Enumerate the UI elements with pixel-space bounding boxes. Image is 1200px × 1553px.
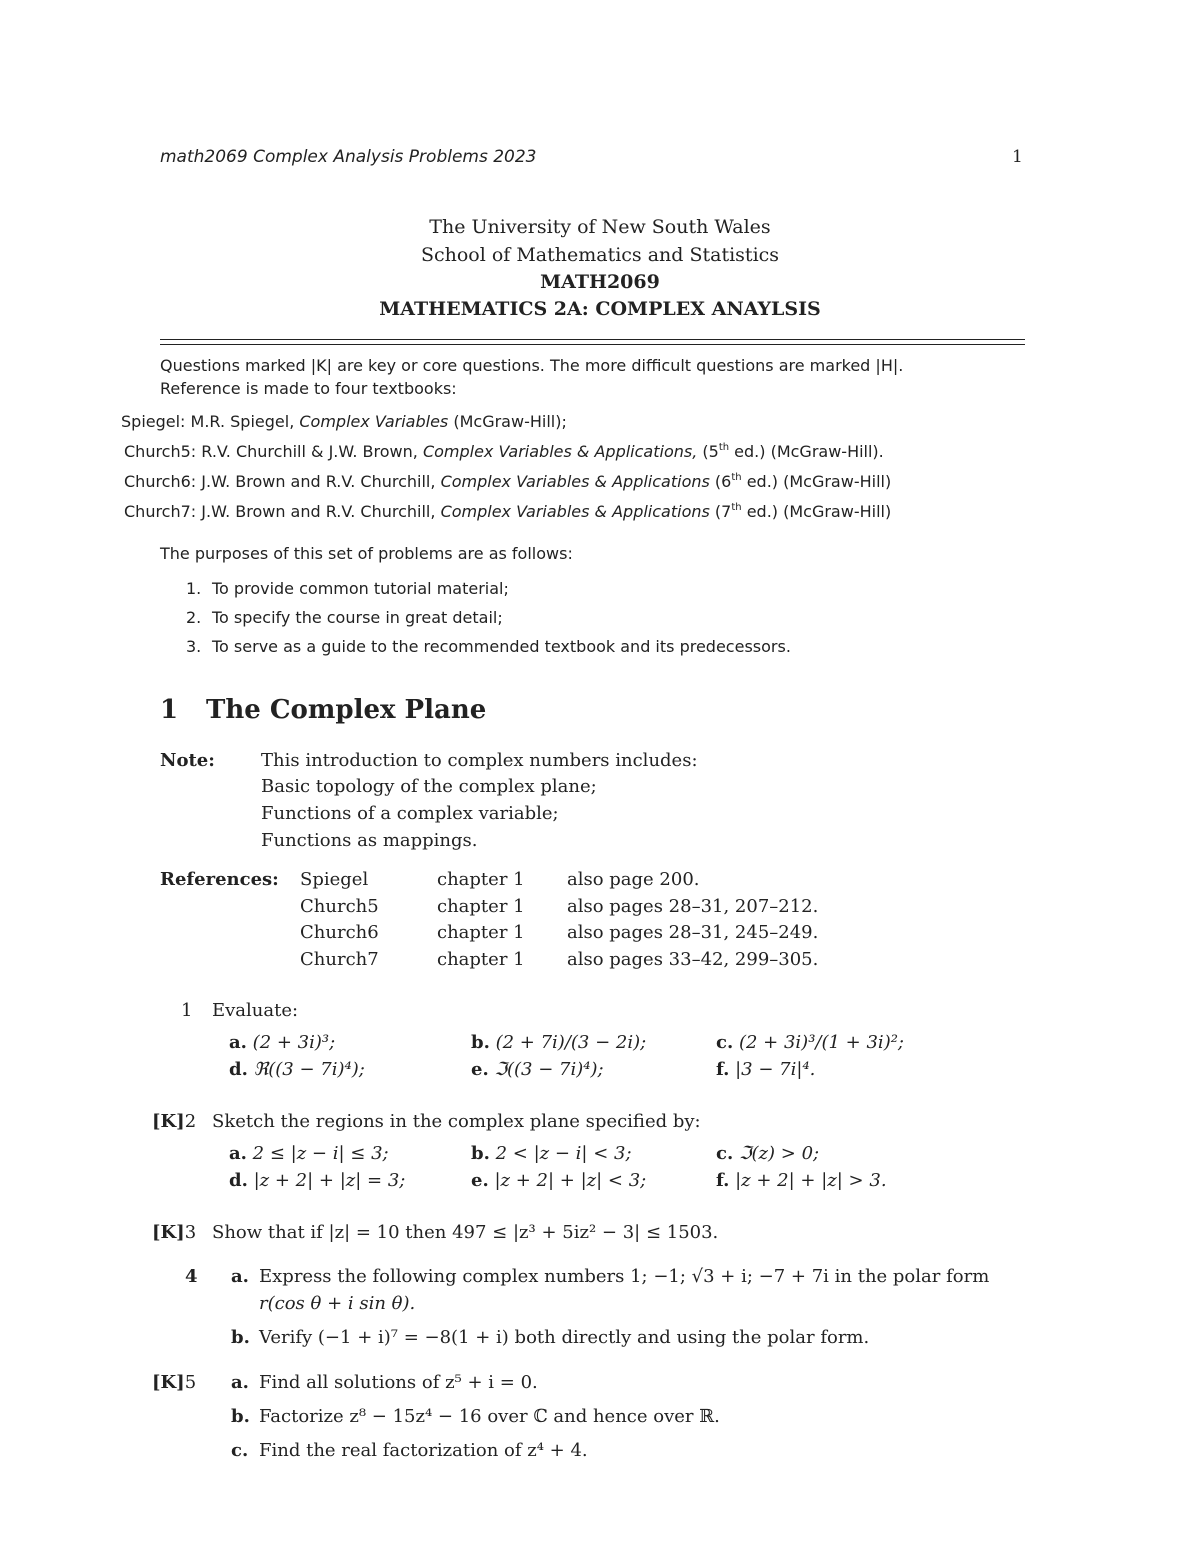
- problem-part: c. ℑ(z) > 0;: [716, 1143, 820, 1164]
- textbook-edition: (McGraw-Hill);: [453, 412, 567, 431]
- note-line: Functions as mappings.: [261, 830, 478, 851]
- section-title: The Complex Plane: [206, 695, 487, 725]
- textbook-row: [124, 472, 891, 491]
- textbook-key: Church7:: [124, 502, 197, 521]
- textbook-key: Church5:: [124, 442, 197, 461]
- problem-part-text: Factorize z⁸ − 15z⁴ − 16 over ℂ and hence over ℝ.: [259, 1406, 720, 1427]
- problem-tag: [K]2: [152, 1111, 197, 1132]
- title-rule-top: [160, 339, 1025, 340]
- problem-tag: [K]3: [152, 1222, 197, 1243]
- problem-part: f. |3 − 7i|⁴.: [716, 1059, 816, 1080]
- reference-chapter: chapter 1: [437, 896, 525, 917]
- reference-pages: also pages 28–31, 245–249.: [567, 922, 819, 943]
- problem-part-label: a.: [231, 1372, 249, 1393]
- reference-chapter: chapter 1: [437, 922, 525, 943]
- problem-part: d. |z + 2| + |z| = 3;: [229, 1170, 406, 1191]
- textbook-row: [121, 412, 567, 431]
- problem-part-text: Find the real factorization of z⁴ + 4.: [259, 1440, 588, 1461]
- purpose-item: To provide common tutorial material;: [212, 579, 509, 598]
- problem-tag: [K]5: [152, 1372, 197, 1393]
- intro-line-2: Reference is made to four textbooks:: [160, 379, 457, 398]
- textbook-title: Complex Variables & Applications: [440, 472, 710, 491]
- reference-chapter: chapter 1: [437, 949, 525, 970]
- note-label: Note:: [160, 750, 215, 771]
- problem-part: f. |z + 2| + |z| > 3.: [716, 1170, 887, 1191]
- textbook-authors: J.W. Brown and R.V. Churchill,: [201, 502, 436, 521]
- problem-part: d. ℜ((3 − 7i)⁴);: [229, 1059, 365, 1080]
- reference-book: Church5: [300, 896, 379, 917]
- problem-part-text: r(cos θ + i sin θ).: [259, 1293, 416, 1314]
- reference-chapter: chapter 1: [437, 869, 525, 890]
- reference-pages: also pages 33–42, 299–305.: [567, 949, 819, 970]
- problem-number: 1: [181, 1000, 193, 1021]
- reference-book: Church6: [300, 922, 379, 943]
- problem-part: b. 2 < |z − i| < 3;: [471, 1143, 632, 1164]
- problem-part-label: a.: [231, 1266, 249, 1287]
- textbook-authors: M.R. Spiegel,: [190, 412, 295, 431]
- purpose-num: 2.: [186, 608, 202, 627]
- reference-book: Church7: [300, 949, 379, 970]
- textbook-key: Spiegel:: [121, 412, 186, 431]
- reference-pages: also pages 28–31, 207–212.: [567, 896, 819, 917]
- reference-pages: also page 200.: [567, 869, 700, 890]
- problem-text: Sketch the regions in the complex plane specified by:: [212, 1111, 701, 1132]
- problem-part: a. 2 ≤ |z − i| ≤ 3;: [229, 1143, 389, 1164]
- problem-part: e. ℑ((3 − 7i)⁴);: [471, 1059, 604, 1080]
- intro-line-1: Questions marked |K| are key or core questions. The more difficult questions are marked |H|.: [160, 356, 904, 375]
- purpose-item: To serve as a guide to the recommended textbook and its predecessors.: [212, 637, 791, 656]
- textbook-row: [124, 442, 884, 461]
- textbook-key: Church6:: [124, 472, 197, 491]
- textbook-edition: (7th ed.) (McGraw-Hill): [714, 502, 892, 521]
- references-label: References:: [160, 869, 279, 890]
- problem-number: 4: [185, 1266, 198, 1287]
- textbook-title: Complex Variables & Applications: [440, 502, 710, 521]
- note-line: Basic topology of the complex plane;: [261, 776, 597, 797]
- textbook-row: [124, 502, 891, 521]
- problem-part: e. |z + 2| + |z| < 3;: [471, 1170, 647, 1191]
- purposes-lead: The purposes of this set of problems are as follows:: [160, 544, 573, 563]
- title-rule-bottom: [160, 344, 1025, 345]
- problem-part-text: Find all solutions of z⁵ + i = 0.: [259, 1372, 538, 1393]
- university-name: The University of New South Wales: [429, 216, 771, 238]
- note-line: This introduction to complex numbers includes:: [261, 750, 698, 771]
- course-code: MATH2069: [540, 271, 660, 293]
- problem-text: Evaluate:: [212, 1000, 299, 1021]
- problem-part-label: c.: [231, 1440, 249, 1461]
- textbook-title: Complex Variables & Applications,: [422, 442, 698, 461]
- note-line: Functions of a complex variable;: [261, 803, 559, 824]
- textbook-edition: (6th ed.) (McGraw-Hill): [714, 472, 892, 491]
- running-title: math2069 Complex Analysis Problems 2023: [160, 147, 537, 167]
- school-name: School of Mathematics and Statistics: [420, 244, 780, 266]
- problem-part-text: Verify (−1 + i)⁷ = −8(1 + i) both directly and using the polar form.: [259, 1327, 870, 1348]
- reference-book: Spiegel: [300, 869, 369, 890]
- problem-part-text: Express the following complex numbers 1; −1; √3 + i; −7 + 7i in the polar form: [259, 1266, 990, 1287]
- course-title: MATHEMATICS 2A: COMPLEX ANAYLSIS: [379, 298, 821, 320]
- purpose-num: 1.: [186, 579, 202, 598]
- purpose-item: To specify the course in great detail;: [212, 608, 503, 627]
- textbook-title: Complex Variables: [299, 412, 449, 431]
- textbook-edition: (5th ed.) (McGraw-Hill).: [702, 442, 884, 461]
- problem-part: c. (2 + 3i)³/(1 + 3i)²;: [716, 1032, 904, 1053]
- problem-part: a. (2 + 3i)³;: [229, 1032, 336, 1053]
- page-number: 1: [1012, 147, 1023, 167]
- textbook-authors: J.W. Brown and R.V. Churchill,: [201, 472, 436, 491]
- problem-part-label: b.: [231, 1406, 250, 1427]
- purpose-num: 3.: [186, 637, 202, 656]
- problem-part-label: b.: [231, 1327, 250, 1348]
- section-number: 1: [160, 695, 179, 725]
- problem-text: Show that if |z| = 10 then 497 ≤ |z³ + 5iz² − 3| ≤ 1503.: [212, 1222, 719, 1243]
- problem-part: b. (2 + 7i)/(3 − 2i);: [471, 1032, 647, 1053]
- textbook-authors: R.V. Churchill & J.W. Brown,: [201, 442, 418, 461]
